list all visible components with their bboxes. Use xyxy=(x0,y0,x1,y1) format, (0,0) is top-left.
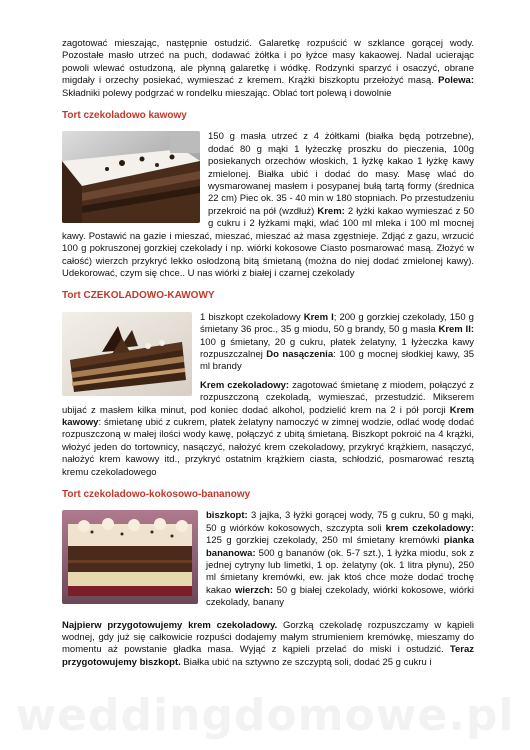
recipe-title-2: Tort CZEKOLADOWO-KAWOWY xyxy=(62,290,215,302)
recipe-section-3 xyxy=(62,510,474,669)
cake-photo-1 xyxy=(62,131,200,223)
recipe-section-1 xyxy=(62,131,474,280)
cake-photo-3 xyxy=(62,510,198,604)
cake-photo-2 xyxy=(62,312,192,396)
watermark: weddingdomowe.pl xyxy=(15,690,515,741)
recipe-title-3: Tort czekoladowo-kokosowo-bananowy xyxy=(62,489,251,500)
recipe-title-1: Tort czekoladowo kawowy xyxy=(62,110,187,122)
recipe-instructions-3: Najpierw przygotowujemy krem czekoladowy. Gorzką czekoladę rozpuszczamy w kąpieli wodnej, gdy już się całkowicie rozpuści dodajemy małym strumieniem kremówkę, mieszamy do momentu aż powstanie gładka masa. Wyjąć z kąpieli przelać do miski i ostudzić. Teraz przygotowujemy biszkopt. Białka ubić na sztywno ze szczyptą soli, dodać 25 g cukru i xyxy=(62,619,474,668)
recipe-ingredients-3: biszkopt: 3 jajka, 3 łyżki gorącej wody, 75 g cukru, 50 g mąki, 50 g wiórków kokosowych, szczypta soli krem czekoladowy: 125 g gorzkiej czekolady, 250 ml śmietany kremówki pianka bananowa: 500 g bananów (ok. 5-7 szt.), 1 łyżka miodu, sok z jednej cytryny lub limetki, 1 op. żelatyny (ok. 1 litra płynu), 250 ml śmietany kremówki, ew. jak ktoś chce może dodać trochę kakao wierzch: 50 g białej czekolady, wiórki kokosowe, wiórki czekolady, banany xyxy=(206,510,475,609)
recipe-ingredients-2: 1 biszkopt czekoladowy Krem I; 200 g gorzkiej czekolady, 150 g śmietany 36 proc., 35 g miodu, 50 g brandy, 50 g masła Krem II: 100 g śmietany, 20 g cukru, płatek żelatyny, 1 łyżeczka kawy rozpuszczalnej Do nasączenia: 100 g mocnej słodkiej kawy, 35 ml brandy xyxy=(200,311,475,373)
recipe-section-2 xyxy=(62,312,474,479)
recipe-instructions-2: Krem czekoladowy: zagotować śmietanę z miodem, połączyć z rozpuszczoną czekoladą, wymieszać, przestudzić. Mikserem ubijać z masłem kilka minut, pod koniec dodać alkohol, podzielić krem na 2 i pół porcji Krem kawowy: śmietanę ubić z cukrem, płatek żelatyny namoczyć w zimnej wodzie, odlać wodę dodać rozpuszczoną w małej ilości wody kawę, połączyć z ubitą śmietaną. Biszkopt pokroić na 4 krążki, włożyć jeden do tortownicy, nasączyć, nałożyć krem czekoladowy, przykryć krążkiem, nasączyć, nałożyć krem kawowy itd., przykryć ostatnim krążkiem ciasta, schłodzić, posmarować resztą kremu czekoladowego xyxy=(62,379,474,478)
document-page xyxy=(62,38,474,669)
intro-paragraph: zagotować mieszając, następnie ostudzić. Galaretkę rozpuścić w szklance gorącej wody. Pozostałe masło utrzeć na puch, dodawać żółtka i po łyżce masy kakaowej. Nadal ucierając powoli wlewać ostudzoną, ale płynną galaretkę i wódkę. Rodzynki sparzyć i osaczyć, obrane migdały i orzechy posiekać, wymieszać z kremem. Krążki biszkoptu przełożyć masą. Polewa: Składniki polewy podgrzać w rondelku mieszając. Oblać tort polewą i dowolnie xyxy=(62,38,475,99)
recipe-text-1: 150 g masła utrzeć z 4 żółtkami (białka będą potrzebne), dodać 80 g mąki 1 łyżeczkę proszku do pieczenia, 100g posiekanych orzechów włoskich, 1 łyżkę kakao 1 łyżkę kawy zmielonej. Białka ubić i dodać do masy. Masę wlać do wysmarowanej masłem i posypanej bułą tartą formy (średnica 22 cm) Piec ok. 35 - 40 min w 180 stopniach. Po przestudzeniu przekroić na pół (wzdłuż) Krem: 2 łyżki kakao wymieszać z 50 g cukru i 2 łyżkami mąki, wlać 100 ml mleka i 100 ml mocnej kawy. Postawić na gazie i mieszać, mieszać, mieszać aż masa zgęstnieje. Zdjąć z gazu, wrzucić 100 g pokruszonej gorzkiej czekolady i np. wiórki kokosowe Ciasto posmarować masą. Złożyć w całość) wierzch przykryć lekko osłodzoną bitą śmietaną (można do niej dodać zmielonej kawy). Udekorować, czym się chce.. U nas wiórki z białej i czarnej czekolady xyxy=(62,131,474,279)
polewa-label: Polewa: xyxy=(438,75,475,87)
